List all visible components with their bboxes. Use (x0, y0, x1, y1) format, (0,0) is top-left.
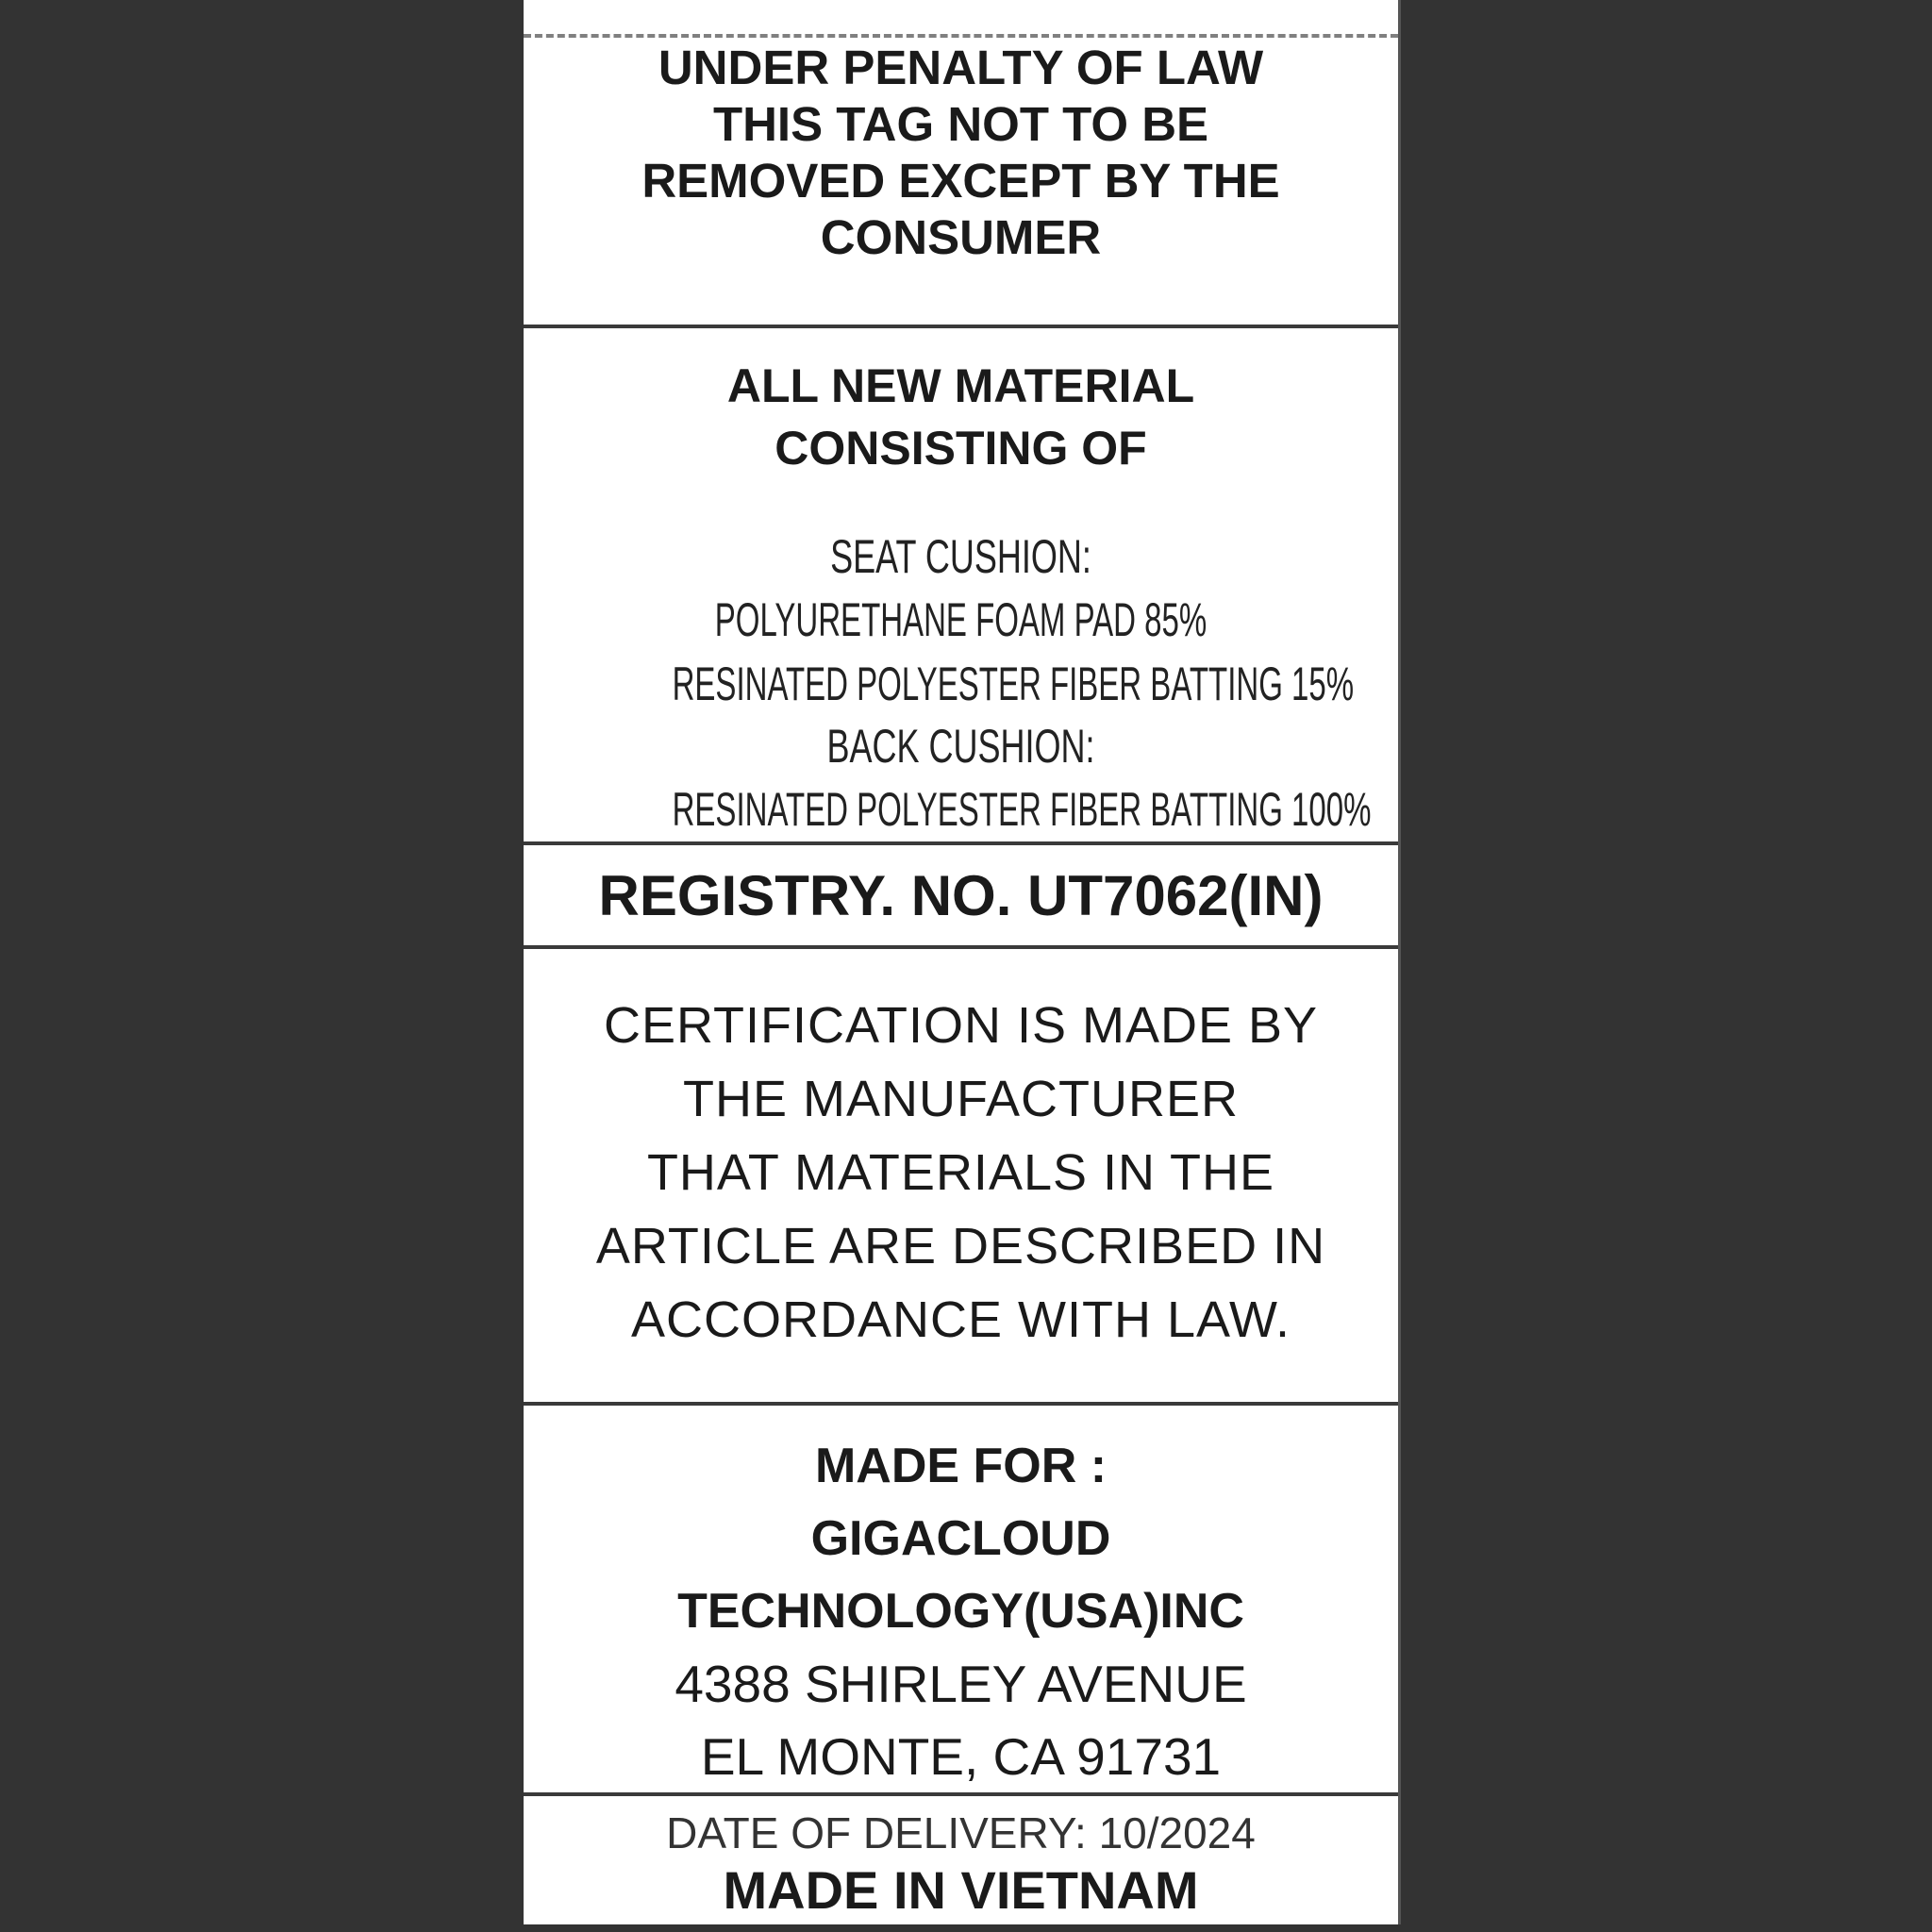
law-tag-label (524, 0, 1401, 1924)
company-name: GIGACLOUD (810, 1511, 1111, 1566)
back-material-item: RESINATED POLYESTER FIBER BATTING 100% (672, 783, 1372, 836)
seat-cushion-label: SEAT CUSHION: (830, 530, 1091, 583)
seat-material-item: POLYURETHANE FOAM PAD 85% (714, 593, 1208, 646)
warning-line: UNDER PENALTY OF LAW (658, 41, 1264, 94)
warning-section (524, 0, 1398, 328)
certification-line: ACCORDANCE WITH LAW. (630, 1291, 1291, 1348)
material-heading: CONSISTING OF (774, 422, 1147, 475)
certification-line: ARTICLE ARE DESCRIBED IN (595, 1218, 1326, 1274)
made-for-label: MADE FOR : (814, 1439, 1108, 1493)
material-contents (524, 526, 1398, 841)
certification-line: THE MANUFACTURER (682, 1071, 1239, 1127)
warning-line: CONSUMER (820, 210, 1102, 264)
certification-line: CERTIFICATION IS MADE BY (603, 997, 1319, 1054)
company-address: 4388 SHIRLEY AVENUE (675, 1655, 1247, 1713)
made-for-section (524, 1406, 1398, 1796)
country-of-origin: MADE IN VIETNAM (723, 1860, 1199, 1920)
registry-section (524, 845, 1398, 949)
certification-section (524, 949, 1398, 1406)
material-section (524, 328, 1398, 845)
company-address: EL MONTE, CA 91731 (700, 1727, 1222, 1786)
delivery-date: DATE OF DELIVERY: 10/2024 (666, 1808, 1256, 1857)
seat-material-item: RESINATED POLYESTER FIBER BATTING 15% (672, 658, 1355, 710)
back-cushion-label: BACK CUSHION: (826, 720, 1095, 773)
origin-section (524, 1796, 1398, 1924)
warning-line: THIS TAG NOT TO BE (712, 97, 1209, 151)
registry-number: REGISTRY. NO. UT7062(IN) (598, 864, 1324, 927)
material-heading: ALL NEW MATERIAL (726, 359, 1195, 412)
warning-line: REMOVED EXCEPT BY THE (641, 154, 1280, 208)
company-name: TECHNOLOGY(USA)INC (677, 1584, 1244, 1639)
certification-line: THAT MATERIALS IN THE (646, 1144, 1275, 1201)
